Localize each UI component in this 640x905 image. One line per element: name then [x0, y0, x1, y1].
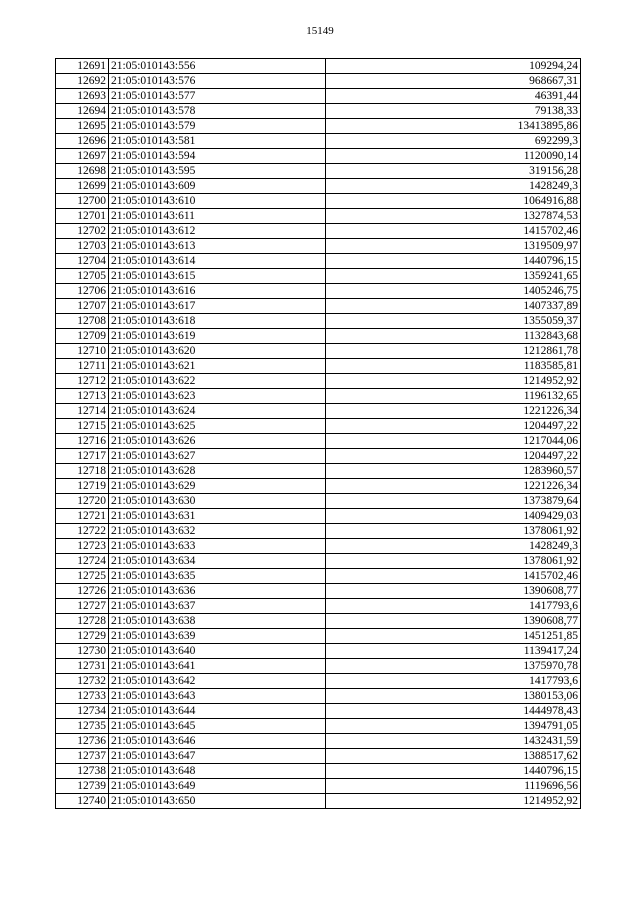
cadastral-value-cell: 1327874,53 — [326, 209, 581, 224]
cadastral-number-cell: 21:05:010143:635 — [109, 569, 326, 584]
cadastral-value-cell: 1415702,46 — [326, 224, 581, 239]
cadastral-number-cell: 21:05:010143:595 — [109, 164, 326, 179]
table-row — [56, 644, 581, 659]
row-number-cell: 12704 — [56, 254, 109, 269]
row-number-cell: 12701 — [56, 209, 109, 224]
table-row — [56, 194, 581, 209]
table-row — [56, 359, 581, 374]
table-row — [56, 134, 581, 149]
row-number-cell: 12732 — [56, 674, 109, 689]
row-number-cell: 12731 — [56, 659, 109, 674]
row-number-cell: 12706 — [56, 284, 109, 299]
cadastral-value-cell: 1388517,62 — [326, 749, 581, 764]
row-number-cell: 12719 — [56, 479, 109, 494]
cadastral-number-cell: 21:05:010143:641 — [109, 659, 326, 674]
table-row — [56, 584, 581, 599]
cadastral-number-cell: 21:05:010143:594 — [109, 149, 326, 164]
cadastral-value-cell: 1378061,92 — [326, 554, 581, 569]
row-number-cell: 12715 — [56, 419, 109, 434]
cadastral-number-cell: 21:05:010143:614 — [109, 254, 326, 269]
table-row — [56, 254, 581, 269]
cadastral-value-cell: 46391,44 — [326, 89, 581, 104]
row-number-cell: 12703 — [56, 239, 109, 254]
cadastral-number-cell: 21:05:010143:615 — [109, 269, 326, 284]
row-number-cell: 12722 — [56, 524, 109, 539]
cadastral-value-cell: 1432431,59 — [326, 734, 581, 749]
table-row — [56, 209, 581, 224]
cadastral-value-cell: 1359241,65 — [326, 269, 581, 284]
cadastral-number-cell: 21:05:010143:647 — [109, 749, 326, 764]
row-number-cell: 12730 — [56, 644, 109, 659]
cadastral-value-cell: 1204497,22 — [326, 419, 581, 434]
row-number-cell: 12691 — [56, 59, 109, 74]
row-number-cell: 12739 — [56, 779, 109, 794]
table-row — [56, 59, 581, 74]
cadastral-value-cell: 109294,24 — [326, 59, 581, 74]
table-row — [56, 734, 581, 749]
cadastral-value-cell: 1415702,46 — [326, 569, 581, 584]
row-number-cell: 12740 — [56, 794, 109, 809]
table-row — [56, 539, 581, 554]
cadastral-value-cell: 1451251,85 — [326, 629, 581, 644]
cadastral-value-cell: 968667,31 — [326, 74, 581, 89]
cadastral-value-cell: 1355059,37 — [326, 314, 581, 329]
table-row — [56, 719, 581, 734]
cadastral-value-cell: 1444978,43 — [326, 704, 581, 719]
cadastral-number-cell: 21:05:010143:610 — [109, 194, 326, 209]
cadastral-number-cell: 21:05:010143:630 — [109, 494, 326, 509]
table-row — [56, 149, 581, 164]
cadastral-number-cell: 21:05:010143:627 — [109, 449, 326, 464]
cadastral-number-cell: 21:05:010143:644 — [109, 704, 326, 719]
row-number-cell: 12728 — [56, 614, 109, 629]
table-row — [56, 239, 581, 254]
table-row — [56, 764, 581, 779]
cadastral-value-cell: 1378061,92 — [326, 524, 581, 539]
cadastral-value-cell: 1214952,92 — [326, 374, 581, 389]
cadastral-value-cell: 1390608,77 — [326, 614, 581, 629]
row-number-cell: 12723 — [56, 539, 109, 554]
cadastral-value-table — [55, 58, 581, 809]
cadastral-value-cell: 1428249,3 — [326, 539, 581, 554]
cadastral-value-cell: 1139417,24 — [326, 644, 581, 659]
cadastral-number-cell: 21:05:010143:616 — [109, 284, 326, 299]
row-number-cell: 12737 — [56, 749, 109, 764]
table-row — [56, 509, 581, 524]
cadastral-number-cell: 21:05:010143:626 — [109, 434, 326, 449]
row-number-cell: 12736 — [56, 734, 109, 749]
cadastral-value-cell: 1064916,88 — [326, 194, 581, 209]
row-number-cell: 12720 — [56, 494, 109, 509]
table-row — [56, 104, 581, 119]
table-row — [56, 614, 581, 629]
row-number-cell: 12696 — [56, 134, 109, 149]
cadastral-number-cell: 21:05:010143:645 — [109, 719, 326, 734]
row-number-cell: 12711 — [56, 359, 109, 374]
table-row — [56, 749, 581, 764]
table-row — [56, 494, 581, 509]
cadastral-value-cell: 1283960,57 — [326, 464, 581, 479]
cadastral-value-cell: 1221226,34 — [326, 404, 581, 419]
cadastral-value-cell: 1380153,06 — [326, 689, 581, 704]
cadastral-value-cell: 1183585,81 — [326, 359, 581, 374]
cadastral-value-cell: 1214952,92 — [326, 794, 581, 809]
cadastral-value-cell: 1132843,68 — [326, 329, 581, 344]
row-number-cell: 12733 — [56, 689, 109, 704]
table-row — [56, 224, 581, 239]
cadastral-value-cell: 1405246,75 — [326, 284, 581, 299]
row-number-cell: 12738 — [56, 764, 109, 779]
row-number-cell: 12699 — [56, 179, 109, 194]
cadastral-number-cell: 21:05:010143:639 — [109, 629, 326, 644]
row-number-cell: 12700 — [56, 194, 109, 209]
cadastral-number-cell: 21:05:010143:621 — [109, 359, 326, 374]
cadastral-value-cell: 692299,3 — [326, 134, 581, 149]
table-row — [56, 464, 581, 479]
table-row — [56, 179, 581, 194]
table-row — [56, 164, 581, 179]
cadastral-number-cell: 21:05:010143:619 — [109, 329, 326, 344]
cadastral-number-cell: 21:05:010143:612 — [109, 224, 326, 239]
cadastral-number-cell: 21:05:010143:640 — [109, 644, 326, 659]
table-row — [56, 284, 581, 299]
row-number-cell: 12713 — [56, 389, 109, 404]
table-row — [56, 74, 581, 89]
table-row — [56, 779, 581, 794]
table-row — [56, 434, 581, 449]
row-number-cell: 12702 — [56, 224, 109, 239]
row-number-cell: 12734 — [56, 704, 109, 719]
cadastral-value-cell: 1204497,22 — [326, 449, 581, 464]
table-row — [56, 479, 581, 494]
table-row — [56, 299, 581, 314]
table-row — [56, 329, 581, 344]
row-number-cell: 12725 — [56, 569, 109, 584]
row-number-cell: 12708 — [56, 314, 109, 329]
cadastral-number-cell: 21:05:010143:579 — [109, 119, 326, 134]
table-row — [56, 674, 581, 689]
cadastral-number-cell: 21:05:010143:633 — [109, 539, 326, 554]
cadastral-number-cell: 21:05:010143:637 — [109, 599, 326, 614]
cadastral-number-cell: 21:05:010143:631 — [109, 509, 326, 524]
row-number-cell: 12693 — [56, 89, 109, 104]
cadastral-number-cell: 21:05:010143:622 — [109, 374, 326, 389]
cadastral-number-cell: 21:05:010143:556 — [109, 59, 326, 74]
table-row — [56, 704, 581, 719]
cadastral-value-cell: 1417793,6 — [326, 599, 581, 614]
cadastral-value-cell: 1394791,05 — [326, 719, 581, 734]
cadastral-number-cell: 21:05:010143:650 — [109, 794, 326, 809]
cadastral-value-cell: 1407337,89 — [326, 299, 581, 314]
table-row — [56, 404, 581, 419]
row-number-cell: 12697 — [56, 149, 109, 164]
row-number-cell: 12692 — [56, 74, 109, 89]
cadastral-value-cell: 1390608,77 — [326, 584, 581, 599]
cadastral-number-cell: 21:05:010143:620 — [109, 344, 326, 359]
table-row — [56, 524, 581, 539]
cadastral-value-cell: 1417793,6 — [326, 674, 581, 689]
cadastral-number-cell: 21:05:010143:625 — [109, 419, 326, 434]
table-row — [56, 449, 581, 464]
table-row — [56, 689, 581, 704]
cadastral-number-cell: 21:05:010143:613 — [109, 239, 326, 254]
cadastral-number-cell: 21:05:010143:629 — [109, 479, 326, 494]
cadastral-number-cell: 21:05:010143:611 — [109, 209, 326, 224]
cadastral-value-cell: 79138,33 — [326, 104, 581, 119]
table-row — [56, 374, 581, 389]
cadastral-number-cell: 21:05:010143:649 — [109, 779, 326, 794]
cadastral-number-cell: 21:05:010143:632 — [109, 524, 326, 539]
row-number-cell: 12710 — [56, 344, 109, 359]
cadastral-number-cell: 21:05:010143:618 — [109, 314, 326, 329]
row-number-cell: 12695 — [56, 119, 109, 134]
cadastral-value-cell: 1440796,15 — [326, 764, 581, 779]
table-row — [56, 344, 581, 359]
table-row — [56, 269, 581, 284]
page-number: 15149 — [306, 25, 334, 37]
cadastral-number-cell: 21:05:010143:581 — [109, 134, 326, 149]
row-number-cell: 12735 — [56, 719, 109, 734]
cadastral-number-cell: 21:05:010143:577 — [109, 89, 326, 104]
cadastral-value-cell: 1375970,78 — [326, 659, 581, 674]
cadastral-value-cell: 1217044,06 — [326, 434, 581, 449]
table-row — [56, 314, 581, 329]
cadastral-value-cell: 1440796,15 — [326, 254, 581, 269]
row-number-cell: 12727 — [56, 599, 109, 614]
cadastral-value-cell: 1196132,65 — [326, 389, 581, 404]
row-number-cell: 12717 — [56, 449, 109, 464]
row-number-cell: 12718 — [56, 464, 109, 479]
cadastral-number-cell: 21:05:010143:578 — [109, 104, 326, 119]
cadastral-number-cell: 21:05:010143:628 — [109, 464, 326, 479]
cadastral-value-cell: 1221226,34 — [326, 479, 581, 494]
cadastral-value-cell: 319156,28 — [326, 164, 581, 179]
cadastral-value-cell: 1409429,03 — [326, 509, 581, 524]
cadastral-number-cell: 21:05:010143:638 — [109, 614, 326, 629]
cadastral-number-cell: 21:05:010143:576 — [109, 74, 326, 89]
cadastral-number-cell: 21:05:010143:648 — [109, 764, 326, 779]
cadastral-number-cell: 21:05:010143:642 — [109, 674, 326, 689]
row-number-cell: 12724 — [56, 554, 109, 569]
cadastral-value-cell: 1428249,3 — [326, 179, 581, 194]
table-row — [56, 389, 581, 404]
cadastral-value-cell: 1120090,14 — [326, 149, 581, 164]
row-number-cell: 12714 — [56, 404, 109, 419]
cadastral-number-cell: 21:05:010143:643 — [109, 689, 326, 704]
table-row — [56, 794, 581, 809]
table-row — [56, 659, 581, 674]
cadastral-number-cell: 21:05:010143:634 — [109, 554, 326, 569]
row-number-cell: 12705 — [56, 269, 109, 284]
table-row — [56, 554, 581, 569]
row-number-cell: 12726 — [56, 584, 109, 599]
row-number-cell: 12694 — [56, 104, 109, 119]
cadastral-number-cell: 21:05:010143:636 — [109, 584, 326, 599]
row-number-cell: 12721 — [56, 509, 109, 524]
table-row — [56, 599, 581, 614]
table-row — [56, 629, 581, 644]
cadastral-number-cell: 21:05:010143:624 — [109, 404, 326, 419]
row-number-cell: 12729 — [56, 629, 109, 644]
table-row — [56, 89, 581, 104]
cadastral-value-cell: 1119696,56 — [326, 779, 581, 794]
table-row — [56, 119, 581, 134]
table-body — [56, 59, 581, 809]
cadastral-value-cell: 1373879,64 — [326, 494, 581, 509]
cadastral-number-cell: 21:05:010143:617 — [109, 299, 326, 314]
cadastral-number-cell: 21:05:010143:646 — [109, 734, 326, 749]
row-number-cell: 12716 — [56, 434, 109, 449]
cadastral-value-cell: 1319509,97 — [326, 239, 581, 254]
row-number-cell: 12698 — [56, 164, 109, 179]
cadastral-number-cell: 21:05:010143:623 — [109, 389, 326, 404]
cadastral-value-cell: 13413895,86 — [326, 119, 581, 134]
table-row — [56, 569, 581, 584]
table-row — [56, 419, 581, 434]
cadastral-value-cell: 1212861,78 — [326, 344, 581, 359]
row-number-cell: 12709 — [56, 329, 109, 344]
row-number-cell: 12707 — [56, 299, 109, 314]
row-number-cell: 12712 — [56, 374, 109, 389]
cadastral-number-cell: 21:05:010143:609 — [109, 179, 326, 194]
